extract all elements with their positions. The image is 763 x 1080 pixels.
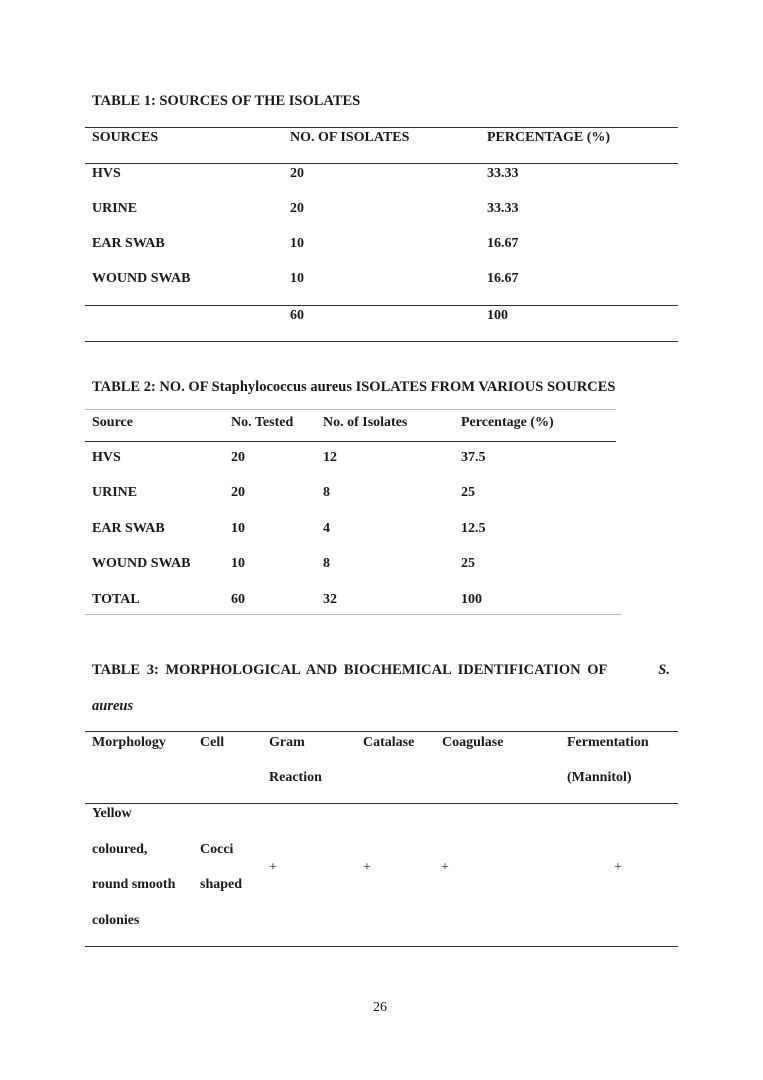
table1-cell: EAR SWAB: [92, 236, 165, 251]
table2-header-percentage: Percentage (%): [461, 415, 554, 430]
table2-cell: 32: [323, 592, 337, 607]
table2-cell: HVS: [92, 450, 121, 465]
table2-cell: 8: [323, 485, 330, 500]
table1-header-isolates: NO. OF ISOLATES: [290, 130, 410, 145]
table3-header-catalase: Catalase: [363, 735, 415, 750]
table1-cell: URINE: [92, 201, 138, 216]
table2-title-suffix: ISOLATES FROM VARIOUS SOURCES: [355, 379, 616, 395]
table2-cell: 100: [461, 592, 482, 607]
table2-cell: 4: [323, 521, 330, 536]
table1-bottom-rule: [85, 341, 678, 342]
table3-title-line1: [92, 662, 670, 679]
table2-cell: 60: [231, 592, 245, 607]
table3-header-morphology: Morphology: [92, 735, 166, 750]
table3-bottom-rule: [85, 946, 678, 947]
table2-cell: 25: [461, 556, 475, 571]
table1-top-rule: [85, 127, 678, 128]
table2-cell: 12: [323, 450, 337, 465]
table2-header-source: Source: [92, 415, 133, 430]
table1-cell: 10: [290, 271, 304, 286]
table3-header-cell: Cell: [200, 735, 225, 750]
table2-cell: 8: [323, 556, 330, 571]
table3-header-gram: Gram: [269, 735, 305, 750]
table3-coagulase-result: +: [441, 860, 449, 875]
table3-header-rule: [85, 803, 678, 804]
table1-header-rule: [85, 163, 678, 164]
table2-cell: 10: [231, 521, 245, 536]
table3-top-rule: [85, 731, 678, 732]
table3-header-mannitol: (Mannitol): [567, 770, 632, 785]
table1-cell: 10: [290, 236, 304, 251]
table3-morphology-line: round smooth: [92, 877, 176, 892]
table2-title-prefix: TABLE 2: NO. OF: [92, 379, 209, 395]
table1-cell: HVS: [92, 166, 121, 181]
table1-cell: 16.67: [487, 271, 519, 286]
table1-cell: 33.33: [487, 201, 519, 216]
table3-fermentation-result: +: [614, 860, 622, 875]
table3-header-coagulase: Coagulase: [442, 735, 504, 750]
table2-cell: 20: [231, 485, 245, 500]
table2-cell: 37.5: [461, 450, 486, 465]
table2-header-tested: No. Tested: [231, 415, 294, 430]
table1-cell: 33.33: [487, 166, 519, 181]
table1-total-rule: [85, 305, 678, 306]
table3-catalase-result: +: [363, 860, 371, 875]
table2-cell: WOUND SWAB: [92, 556, 191, 571]
table1-header-sources: SOURCES: [92, 130, 159, 145]
table1-cell: 16.67: [487, 236, 519, 251]
table1-cell: 20: [290, 201, 304, 216]
table3-cell-line: Cocci: [200, 842, 234, 857]
table2-header-rule: [85, 441, 616, 442]
table3-title-line2: aureus: [92, 698, 134, 714]
table1-cell: 20: [290, 166, 304, 181]
table1-cell: WOUND SWAB: [92, 271, 191, 286]
table2-top-rule: [85, 409, 616, 410]
table1-title: TABLE 1: SOURCES OF THE ISOLATES: [92, 93, 361, 109]
table2-cell: 10: [231, 556, 245, 571]
table1-total-isolates: 60: [290, 308, 304, 323]
table3-cell-line: shaped: [200, 877, 243, 892]
table3-title-italic-s: S.: [658, 662, 670, 678]
table2-cell: TOTAL: [92, 592, 140, 607]
table2-title: [92, 379, 615, 396]
table3-morphology-line: coloured,: [92, 842, 148, 857]
table1-total-percentage: 100: [487, 308, 508, 323]
table2-cell: 25: [461, 485, 475, 500]
table2-title-organism: Staphylococcus aureus: [211, 379, 352, 395]
table2-cell: URINE: [92, 485, 138, 500]
table1-header-percentage: PERCENTAGE (%): [487, 130, 611, 145]
table3-morphology-line: colonies: [92, 913, 140, 928]
table3-gram-result: +: [269, 860, 277, 875]
table3-header-gram-reaction: Reaction: [269, 770, 322, 785]
table3-title-prefix: TABLE 3: MORPHOLOGICAL AND BIOCHEMICAL IDENTIFICATION OF: [92, 662, 608, 678]
table3-morphology-line: Yellow: [92, 806, 132, 821]
table2-cell: 20: [231, 450, 245, 465]
table3-header-fermentation: Fermentation: [567, 735, 649, 750]
page-number: 26: [373, 1000, 387, 1015]
table2-bottom-rule: [85, 614, 621, 615]
table2-header-isolates: No. of Isolates: [323, 415, 408, 430]
table2-cell: 12.5: [461, 521, 486, 536]
table2-cell: EAR SWAB: [92, 521, 165, 536]
